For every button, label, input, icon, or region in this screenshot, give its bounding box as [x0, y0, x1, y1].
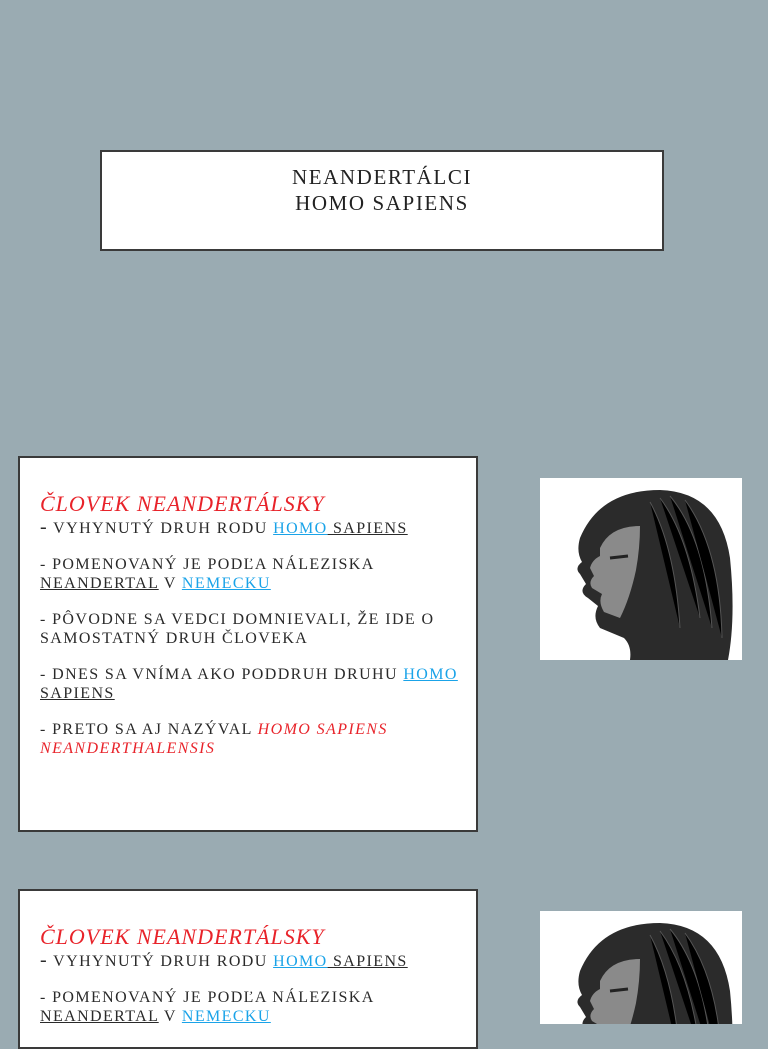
paragraph-named-after: - POMENOVANÝ JE PODĽA NÁLEZISKA NEANDERTAL V NEMECKU [40, 556, 374, 592]
link-homo[interactable]: HOMO [273, 953, 328, 970]
neanderthal-portrait-icon [540, 478, 742, 660]
neanderthal-portrait-icon [540, 911, 742, 1024]
slide-heading: ČLOVEK NEANDERTÁLSKY [40, 924, 325, 949]
paragraph-extinct-species: - VYHYNUTÝ DRUH RODU HOMO SAPIENS [40, 949, 408, 971]
slide-heading: ČLOVEK NEANDERTÁLSKY [40, 491, 325, 516]
title-box [100, 150, 664, 251]
link-neandertal[interactable]: NEANDERTAL [40, 575, 159, 592]
link-nemecku[interactable]: NEMECKU [181, 1008, 271, 1025]
paragraph-named-after: - POMENOVANÝ JE PODĽA NÁLEZISKA NEANDERTAL V NEMECKU [40, 989, 374, 1025]
paragraph-also-called: - PRETO SA AJ NAZÝVAL HOMO SAPIENS NEANDERTHALENSIS [40, 721, 388, 757]
link-homo[interactable]: HOMO [403, 666, 458, 683]
link-nemecku[interactable]: NEMECKU [181, 575, 271, 592]
link-neandertal[interactable]: NEANDERTAL [40, 1008, 159, 1025]
paragraph-subspecies: - DNES SA VNÍMA AKO PODDRUH DRUHU HOMO SAPIENS [40, 666, 458, 702]
title-line-2: HOMO SAPIENS [295, 191, 469, 215]
link-homo[interactable]: HOMO [273, 520, 328, 537]
slide-card-1 [18, 456, 478, 832]
paragraph-extinct-species: - VYHYNUTÝ DRUH RODU HOMO SAPIENS [40, 516, 408, 538]
title-line-1: NEANDERTÁLCI [291, 165, 473, 189]
slide-card-2 [18, 889, 478, 1049]
paragraph-originally: - PÔVODNE SA VEDCI DOMNIEVALI, ŽE IDE O SAMOSTATNÝ DRUH ČLOVEKA [40, 611, 435, 647]
